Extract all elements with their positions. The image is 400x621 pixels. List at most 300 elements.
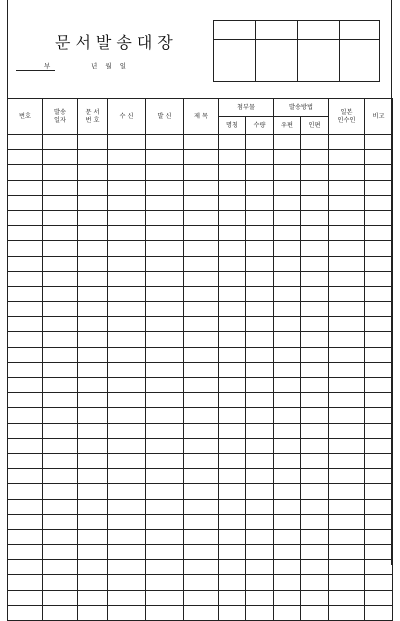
table-cell[interactable] bbox=[43, 150, 78, 165]
table-cell[interactable] bbox=[184, 575, 219, 590]
table-cell[interactable] bbox=[184, 590, 219, 605]
table-cell[interactable] bbox=[301, 226, 329, 241]
table-cell[interactable] bbox=[108, 317, 146, 332]
table-cell[interactable] bbox=[329, 499, 365, 514]
table-cell[interactable] bbox=[274, 302, 301, 317]
table-cell[interactable] bbox=[274, 347, 301, 362]
table-cell[interactable] bbox=[365, 453, 393, 468]
table-cell[interactable] bbox=[146, 378, 184, 393]
table-cell[interactable] bbox=[365, 150, 393, 165]
table-cell[interactable] bbox=[329, 317, 365, 332]
table-cell[interactable] bbox=[184, 241, 219, 256]
table-cell[interactable] bbox=[246, 469, 274, 484]
table-cell[interactable] bbox=[184, 165, 219, 180]
table-cell[interactable] bbox=[184, 180, 219, 195]
table-cell[interactable] bbox=[146, 180, 184, 195]
table-cell[interactable] bbox=[274, 332, 301, 347]
table-cell[interactable] bbox=[43, 438, 78, 453]
table-cell[interactable] bbox=[43, 575, 78, 590]
table-cell[interactable] bbox=[8, 226, 43, 241]
table-cell[interactable] bbox=[365, 347, 393, 362]
table-cell[interactable] bbox=[365, 195, 393, 210]
table-cell[interactable] bbox=[8, 408, 43, 423]
table-cell[interactable] bbox=[43, 514, 78, 529]
table-cell[interactable] bbox=[146, 393, 184, 408]
table-cell[interactable] bbox=[329, 135, 365, 150]
table-cell[interactable] bbox=[108, 438, 146, 453]
table-cell[interactable] bbox=[43, 362, 78, 377]
table-cell[interactable] bbox=[246, 453, 274, 468]
table-cell[interactable] bbox=[146, 317, 184, 332]
table-cell[interactable] bbox=[246, 545, 274, 560]
table-cell[interactable] bbox=[78, 256, 108, 271]
table-cell[interactable] bbox=[78, 150, 108, 165]
table-cell[interactable] bbox=[274, 393, 301, 408]
table-cell[interactable] bbox=[301, 408, 329, 423]
table-cell[interactable] bbox=[8, 180, 43, 195]
table-cell[interactable] bbox=[301, 605, 329, 620]
table-cell[interactable] bbox=[274, 241, 301, 256]
table-cell[interactable] bbox=[184, 469, 219, 484]
table-cell[interactable] bbox=[274, 408, 301, 423]
table-cell[interactable] bbox=[274, 590, 301, 605]
table-cell[interactable] bbox=[78, 165, 108, 180]
table-cell[interactable] bbox=[219, 317, 246, 332]
table-cell[interactable] bbox=[246, 241, 274, 256]
table-cell[interactable] bbox=[274, 453, 301, 468]
table-cell[interactable] bbox=[301, 302, 329, 317]
table-cell[interactable] bbox=[365, 165, 393, 180]
table-cell[interactable] bbox=[219, 180, 246, 195]
table-cell[interactable] bbox=[8, 195, 43, 210]
table-cell[interactable] bbox=[184, 438, 219, 453]
table-cell[interactable] bbox=[301, 484, 329, 499]
table-cell[interactable] bbox=[8, 529, 43, 544]
table-cell[interactable] bbox=[8, 393, 43, 408]
table-cell[interactable] bbox=[329, 150, 365, 165]
table-cell[interactable] bbox=[184, 256, 219, 271]
table-cell[interactable] bbox=[184, 408, 219, 423]
table-cell[interactable] bbox=[301, 499, 329, 514]
table-cell[interactable] bbox=[146, 469, 184, 484]
table-cell[interactable] bbox=[184, 605, 219, 620]
table-cell[interactable] bbox=[365, 256, 393, 271]
table-cell[interactable] bbox=[78, 135, 108, 150]
table-cell[interactable] bbox=[365, 302, 393, 317]
table-cell[interactable] bbox=[184, 135, 219, 150]
table-cell[interactable] bbox=[365, 499, 393, 514]
table-cell[interactable] bbox=[108, 302, 146, 317]
table-cell[interactable] bbox=[301, 362, 329, 377]
table-cell[interactable] bbox=[274, 286, 301, 301]
table-cell[interactable] bbox=[184, 484, 219, 499]
approval-sign-cell[interactable] bbox=[256, 40, 298, 82]
table-cell[interactable] bbox=[365, 484, 393, 499]
table-cell[interactable] bbox=[301, 210, 329, 225]
table-cell[interactable] bbox=[146, 286, 184, 301]
table-cell[interactable] bbox=[219, 195, 246, 210]
table-cell[interactable] bbox=[78, 438, 108, 453]
table-cell[interactable] bbox=[274, 226, 301, 241]
table-cell[interactable] bbox=[43, 226, 78, 241]
table-cell[interactable] bbox=[219, 438, 246, 453]
table-cell[interactable] bbox=[108, 408, 146, 423]
table-cell[interactable] bbox=[329, 423, 365, 438]
table-cell[interactable] bbox=[78, 590, 108, 605]
table-cell[interactable] bbox=[301, 469, 329, 484]
table-cell[interactable] bbox=[219, 605, 246, 620]
table-cell[interactable] bbox=[365, 438, 393, 453]
table-cell[interactable] bbox=[219, 332, 246, 347]
table-cell[interactable] bbox=[43, 256, 78, 271]
table-cell[interactable] bbox=[108, 195, 146, 210]
table-cell[interactable] bbox=[8, 545, 43, 560]
table-cell[interactable] bbox=[8, 362, 43, 377]
table-cell[interactable] bbox=[301, 195, 329, 210]
table-cell[interactable] bbox=[146, 545, 184, 560]
table-cell[interactable] bbox=[43, 423, 78, 438]
table-cell[interactable] bbox=[246, 195, 274, 210]
table-cell[interactable] bbox=[78, 514, 108, 529]
table-cell[interactable] bbox=[184, 332, 219, 347]
table-cell[interactable] bbox=[78, 393, 108, 408]
table-cell[interactable] bbox=[43, 302, 78, 317]
table-cell[interactable] bbox=[301, 286, 329, 301]
table-cell[interactable] bbox=[184, 226, 219, 241]
table-cell[interactable] bbox=[365, 469, 393, 484]
table-cell[interactable] bbox=[274, 210, 301, 225]
table-cell[interactable] bbox=[246, 499, 274, 514]
table-cell[interactable] bbox=[246, 135, 274, 150]
table-cell[interactable] bbox=[78, 408, 108, 423]
table-cell[interactable] bbox=[274, 362, 301, 377]
table-cell[interactable] bbox=[184, 560, 219, 575]
table-cell[interactable] bbox=[184, 317, 219, 332]
table-cell[interactable] bbox=[365, 560, 393, 575]
table-cell[interactable] bbox=[43, 484, 78, 499]
table-cell[interactable] bbox=[301, 423, 329, 438]
table-cell[interactable] bbox=[219, 302, 246, 317]
table-cell[interactable] bbox=[184, 271, 219, 286]
table-cell[interactable] bbox=[365, 271, 393, 286]
table-cell[interactable] bbox=[8, 438, 43, 453]
table-cell[interactable] bbox=[146, 241, 184, 256]
table-cell[interactable] bbox=[108, 150, 146, 165]
table-cell[interactable] bbox=[146, 135, 184, 150]
table-cell[interactable] bbox=[329, 514, 365, 529]
table-cell[interactable] bbox=[146, 605, 184, 620]
table-cell[interactable] bbox=[146, 423, 184, 438]
table-cell[interactable] bbox=[78, 271, 108, 286]
table-cell[interactable] bbox=[146, 438, 184, 453]
table-cell[interactable] bbox=[219, 241, 246, 256]
table-cell[interactable] bbox=[219, 423, 246, 438]
table-cell[interactable] bbox=[8, 317, 43, 332]
table-cell[interactable] bbox=[329, 453, 365, 468]
table-cell[interactable] bbox=[246, 529, 274, 544]
table-cell[interactable] bbox=[78, 499, 108, 514]
table-cell[interactable] bbox=[301, 165, 329, 180]
table-cell[interactable] bbox=[301, 590, 329, 605]
table-cell[interactable] bbox=[184, 499, 219, 514]
table-cell[interactable] bbox=[301, 453, 329, 468]
table-cell[interactable] bbox=[219, 165, 246, 180]
table-cell[interactable] bbox=[246, 302, 274, 317]
table-cell[interactable] bbox=[246, 438, 274, 453]
table-cell[interactable] bbox=[246, 590, 274, 605]
table-cell[interactable] bbox=[219, 408, 246, 423]
table-cell[interactable] bbox=[329, 210, 365, 225]
table-cell[interactable] bbox=[329, 438, 365, 453]
table-cell[interactable] bbox=[43, 332, 78, 347]
table-cell[interactable] bbox=[219, 150, 246, 165]
table-cell[interactable] bbox=[8, 332, 43, 347]
table-cell[interactable] bbox=[219, 286, 246, 301]
table-cell[interactable] bbox=[43, 529, 78, 544]
table-cell[interactable] bbox=[246, 514, 274, 529]
table-cell[interactable] bbox=[108, 469, 146, 484]
table-cell[interactable] bbox=[43, 605, 78, 620]
table-cell[interactable] bbox=[184, 378, 219, 393]
table-cell[interactable] bbox=[78, 317, 108, 332]
table-cell[interactable] bbox=[246, 150, 274, 165]
table-cell[interactable] bbox=[329, 560, 365, 575]
table-cell[interactable] bbox=[329, 408, 365, 423]
table-cell[interactable] bbox=[146, 332, 184, 347]
approval-sign-cell[interactable] bbox=[214, 40, 256, 82]
table-cell[interactable] bbox=[301, 438, 329, 453]
table-cell[interactable] bbox=[78, 302, 108, 317]
table-cell[interactable] bbox=[365, 529, 393, 544]
table-cell[interactable] bbox=[146, 271, 184, 286]
table-cell[interactable] bbox=[365, 226, 393, 241]
table-cell[interactable] bbox=[219, 575, 246, 590]
table-cell[interactable] bbox=[78, 241, 108, 256]
table-cell[interactable] bbox=[43, 180, 78, 195]
table-cell[interactable] bbox=[365, 408, 393, 423]
table-cell[interactable] bbox=[108, 590, 146, 605]
table-cell[interactable] bbox=[246, 165, 274, 180]
table-cell[interactable] bbox=[246, 332, 274, 347]
table-cell[interactable] bbox=[246, 347, 274, 362]
table-cell[interactable] bbox=[184, 347, 219, 362]
table-cell[interactable] bbox=[365, 210, 393, 225]
table-cell[interactable] bbox=[108, 271, 146, 286]
table-cell[interactable] bbox=[329, 302, 365, 317]
table-cell[interactable] bbox=[78, 560, 108, 575]
table-cell[interactable] bbox=[274, 423, 301, 438]
table-cell[interactable] bbox=[108, 210, 146, 225]
table-cell[interactable] bbox=[8, 135, 43, 150]
table-cell[interactable] bbox=[184, 545, 219, 560]
table-cell[interactable] bbox=[329, 286, 365, 301]
approval-sign-cell[interactable] bbox=[340, 40, 380, 82]
table-cell[interactable] bbox=[78, 362, 108, 377]
table-cell[interactable] bbox=[365, 286, 393, 301]
table-cell[interactable] bbox=[219, 393, 246, 408]
table-cell[interactable] bbox=[8, 286, 43, 301]
table-cell[interactable] bbox=[365, 393, 393, 408]
table-cell[interactable] bbox=[43, 271, 78, 286]
table-cell[interactable] bbox=[108, 256, 146, 271]
table-cell[interactable] bbox=[274, 195, 301, 210]
table-cell[interactable] bbox=[246, 560, 274, 575]
table-cell[interactable] bbox=[329, 165, 365, 180]
table-cell[interactable] bbox=[146, 226, 184, 241]
table-cell[interactable] bbox=[246, 605, 274, 620]
table-cell[interactable] bbox=[301, 180, 329, 195]
table-cell[interactable] bbox=[43, 545, 78, 560]
table-cell[interactable] bbox=[365, 180, 393, 195]
table-cell[interactable] bbox=[78, 180, 108, 195]
table-cell[interactable] bbox=[78, 453, 108, 468]
table-cell[interactable] bbox=[8, 423, 43, 438]
table-cell[interactable] bbox=[301, 317, 329, 332]
table-cell[interactable] bbox=[8, 590, 43, 605]
table-cell[interactable] bbox=[329, 256, 365, 271]
table-cell[interactable] bbox=[184, 393, 219, 408]
approval-title-cell[interactable] bbox=[340, 21, 380, 40]
table-cell[interactable] bbox=[329, 545, 365, 560]
table-cell[interactable] bbox=[8, 150, 43, 165]
table-cell[interactable] bbox=[43, 135, 78, 150]
table-cell[interactable] bbox=[78, 529, 108, 544]
table-cell[interactable] bbox=[146, 590, 184, 605]
table-cell[interactable] bbox=[146, 499, 184, 514]
table-cell[interactable] bbox=[184, 362, 219, 377]
table-cell[interactable] bbox=[219, 560, 246, 575]
table-cell[interactable] bbox=[108, 453, 146, 468]
table-cell[interactable] bbox=[78, 378, 108, 393]
table-cell[interactable] bbox=[108, 135, 146, 150]
table-cell[interactable] bbox=[8, 256, 43, 271]
table-cell[interactable] bbox=[301, 393, 329, 408]
table-cell[interactable] bbox=[329, 226, 365, 241]
table-cell[interactable] bbox=[108, 180, 146, 195]
table-cell[interactable] bbox=[146, 347, 184, 362]
table-cell[interactable] bbox=[146, 575, 184, 590]
table-cell[interactable] bbox=[78, 347, 108, 362]
table-cell[interactable] bbox=[365, 135, 393, 150]
table-cell[interactable] bbox=[301, 560, 329, 575]
table-cell[interactable] bbox=[246, 286, 274, 301]
table-cell[interactable] bbox=[108, 514, 146, 529]
table-cell[interactable] bbox=[274, 560, 301, 575]
table-cell[interactable] bbox=[8, 241, 43, 256]
table-cell[interactable] bbox=[108, 605, 146, 620]
table-cell[interactable] bbox=[301, 271, 329, 286]
table-cell[interactable] bbox=[43, 469, 78, 484]
table-cell[interactable] bbox=[246, 180, 274, 195]
table-cell[interactable] bbox=[274, 605, 301, 620]
table-cell[interactable] bbox=[184, 423, 219, 438]
table-cell[interactable] bbox=[108, 423, 146, 438]
table-cell[interactable] bbox=[8, 271, 43, 286]
table-cell[interactable] bbox=[43, 317, 78, 332]
table-cell[interactable] bbox=[184, 514, 219, 529]
table-cell[interactable] bbox=[246, 378, 274, 393]
table-cell[interactable] bbox=[329, 469, 365, 484]
table-cell[interactable] bbox=[78, 226, 108, 241]
table-cell[interactable] bbox=[301, 241, 329, 256]
table-cell[interactable] bbox=[8, 560, 43, 575]
table-cell[interactable] bbox=[219, 484, 246, 499]
table-cell[interactable] bbox=[8, 484, 43, 499]
table-cell[interactable] bbox=[274, 438, 301, 453]
table-cell[interactable] bbox=[274, 165, 301, 180]
table-cell[interactable] bbox=[146, 529, 184, 544]
table-cell[interactable] bbox=[246, 271, 274, 286]
table-cell[interactable] bbox=[246, 484, 274, 499]
table-cell[interactable] bbox=[43, 378, 78, 393]
table-cell[interactable] bbox=[329, 575, 365, 590]
table-cell[interactable] bbox=[146, 256, 184, 271]
table-cell[interactable] bbox=[246, 423, 274, 438]
table-cell[interactable] bbox=[43, 347, 78, 362]
table-cell[interactable] bbox=[8, 210, 43, 225]
table-cell[interactable] bbox=[301, 378, 329, 393]
table-cell[interactable] bbox=[274, 529, 301, 544]
table-cell[interactable] bbox=[329, 195, 365, 210]
table-cell[interactable] bbox=[329, 180, 365, 195]
table-cell[interactable] bbox=[43, 499, 78, 514]
table-cell[interactable] bbox=[8, 499, 43, 514]
table-cell[interactable] bbox=[246, 317, 274, 332]
table-cell[interactable] bbox=[274, 271, 301, 286]
table-cell[interactable] bbox=[365, 423, 393, 438]
table-cell[interactable] bbox=[246, 362, 274, 377]
table-cell[interactable] bbox=[8, 605, 43, 620]
table-cell[interactable] bbox=[301, 256, 329, 271]
table-cell[interactable] bbox=[43, 241, 78, 256]
table-cell[interactable] bbox=[274, 469, 301, 484]
table-cell[interactable] bbox=[219, 347, 246, 362]
table-cell[interactable] bbox=[184, 302, 219, 317]
table-cell[interactable] bbox=[108, 286, 146, 301]
table-cell[interactable] bbox=[219, 499, 246, 514]
table-cell[interactable] bbox=[329, 271, 365, 286]
table-cell[interactable] bbox=[329, 332, 365, 347]
table-cell[interactable] bbox=[184, 453, 219, 468]
table-cell[interactable] bbox=[274, 135, 301, 150]
table-cell[interactable] bbox=[329, 393, 365, 408]
approval-sign-cell[interactable] bbox=[298, 40, 340, 82]
table-cell[interactable] bbox=[184, 529, 219, 544]
table-cell[interactable] bbox=[246, 226, 274, 241]
table-cell[interactable] bbox=[146, 150, 184, 165]
table-cell[interactable] bbox=[78, 210, 108, 225]
table-cell[interactable] bbox=[43, 590, 78, 605]
table-cell[interactable] bbox=[78, 286, 108, 301]
table-cell[interactable] bbox=[329, 378, 365, 393]
table-cell[interactable] bbox=[329, 484, 365, 499]
table-cell[interactable] bbox=[365, 332, 393, 347]
table-cell[interactable] bbox=[8, 453, 43, 468]
table-cell[interactable] bbox=[43, 560, 78, 575]
table-cell[interactable] bbox=[274, 545, 301, 560]
table-cell[interactable] bbox=[184, 150, 219, 165]
table-cell[interactable] bbox=[219, 210, 246, 225]
table-cell[interactable] bbox=[246, 393, 274, 408]
table-cell[interactable] bbox=[43, 165, 78, 180]
table-cell[interactable] bbox=[43, 453, 78, 468]
table-cell[interactable] bbox=[274, 514, 301, 529]
table-cell[interactable] bbox=[365, 362, 393, 377]
table-cell[interactable] bbox=[146, 408, 184, 423]
table-cell[interactable] bbox=[108, 226, 146, 241]
table-cell[interactable] bbox=[8, 514, 43, 529]
table-cell[interactable] bbox=[146, 195, 184, 210]
